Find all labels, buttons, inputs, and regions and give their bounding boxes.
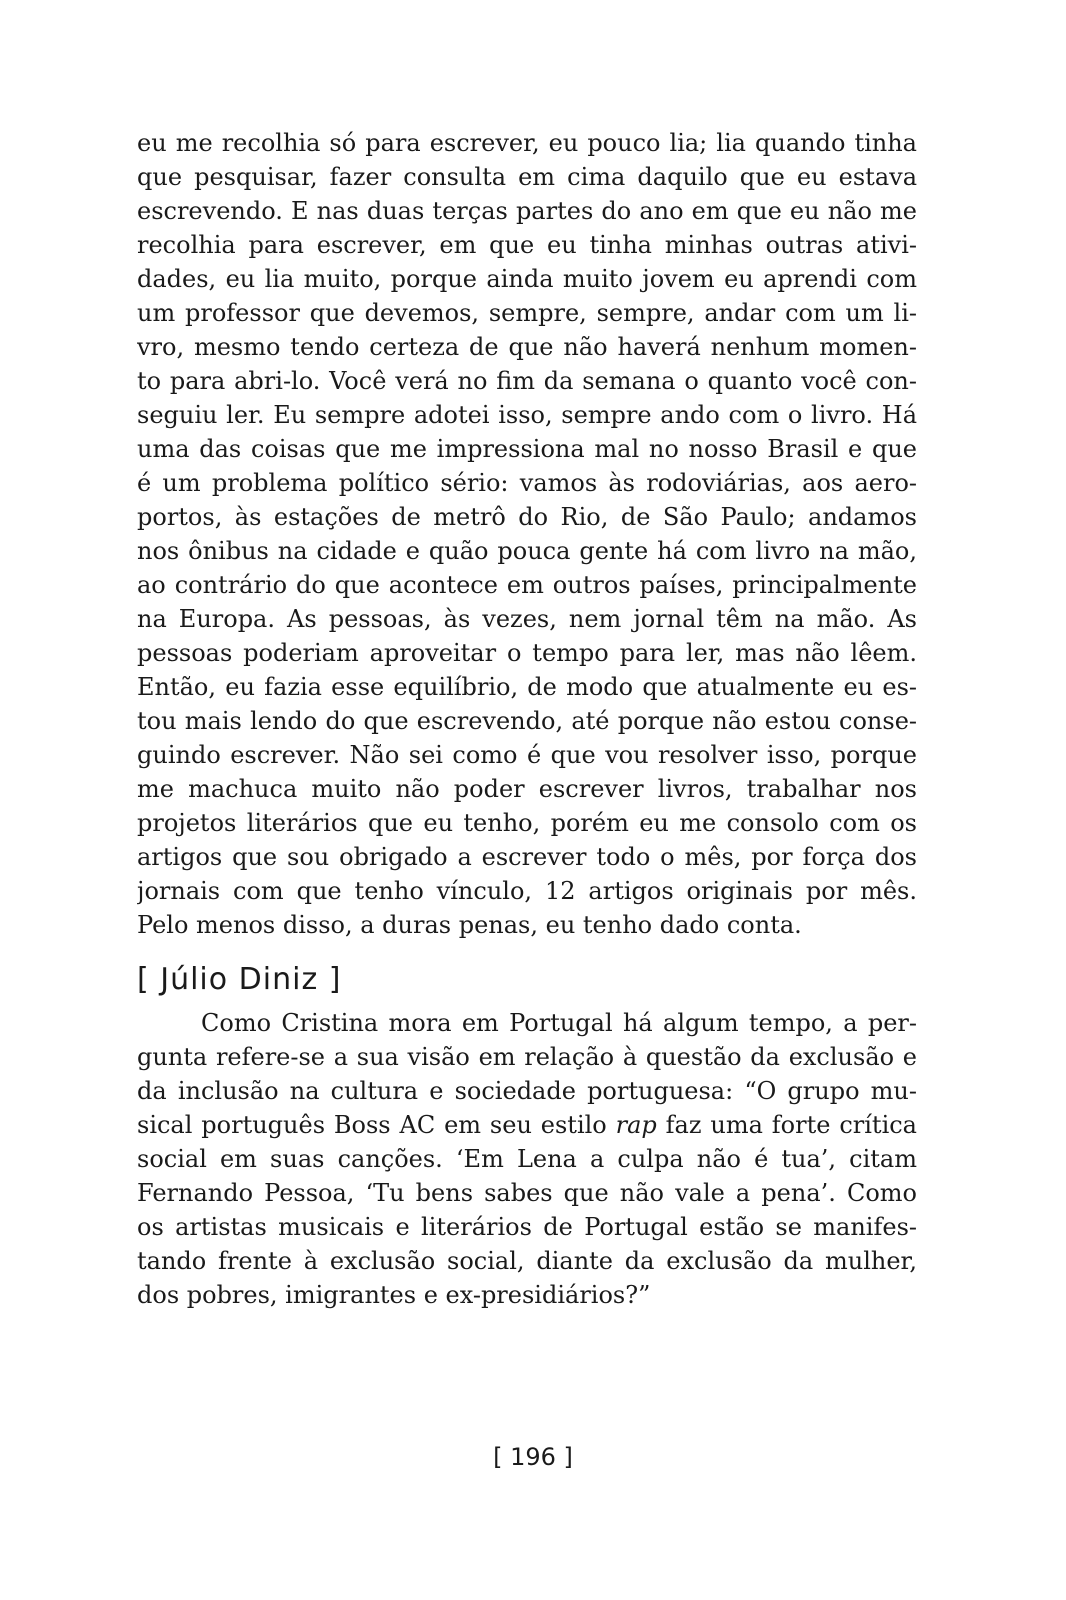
text-line: na Europa. As pessoas, às vezes, nem jornal têm na mão. As — [137, 605, 917, 633]
text-line: tando frente à exclusão social, diante da exclusão da mulher, — [137, 1247, 917, 1275]
text-line: eu me recolhia só para escrever, eu pouco lia; lia quando tinha — [137, 129, 917, 157]
text-line: os artistas musicais e literários de Portugal estão se manifes- — [137, 1213, 917, 1241]
section-heading: [ Júlio Diniz ] — [137, 962, 342, 997]
text-line: é um problema político sério: vamos às rodoviárias, aos aero- — [137, 469, 917, 497]
text-line: tou mais lendo do que escrevendo, até porque não estou conse- — [137, 707, 917, 735]
text-line: um professor que devemos, sempre, sempre, andar com um li- — [137, 299, 917, 327]
text-segment: sical português Boss AC em seu estilo — [137, 1111, 616, 1139]
text-line: nos ônibus na cidade e quão pouca gente há com livro na mão, — [137, 537, 917, 565]
text-line: projetos literários que eu tenho, porém eu me consolo com os — [137, 809, 917, 837]
text-line: guindo escrever. Não sei como é que vou resolver isso, porque — [137, 741, 917, 769]
text-line: social em suas canções. ‘Em Lena a culpa não é tua’, citam — [137, 1145, 917, 1173]
text-line: jornais com que tenho vínculo, 12 artigos originais por mês. — [137, 877, 917, 905]
text-line: gunta refere-se a sua visão em relação à questão da exclusão e — [137, 1043, 917, 1071]
text-line: me machuca muito não poder escrever livros, trabalhar nos — [137, 775, 917, 803]
text-line: ao contrário do que acontece em outros países, principalmente — [137, 571, 917, 599]
text-line: to para abri-lo. Você verá no fim da semana o quanto você con- — [137, 367, 917, 395]
text-line: seguiu ler. Eu sempre adotei isso, sempre ando com o livro. Há — [137, 401, 917, 429]
text-line-with-italic — [137, 1108, 917, 1142]
text-line: dades, eu lia muito, porque ainda muito jovem eu aprendi com — [137, 265, 917, 293]
text-line: Fernando Pessoa, ‘Tu bens sabes que não vale a pena’. Como — [137, 1179, 917, 1207]
body-paragraph-2 — [137, 1006, 917, 1312]
text-line: uma das coisas que me impressiona mal no nosso Brasil e que — [137, 435, 917, 463]
text-line: vro, mesmo tendo certeza de que não haverá nenhum momen- — [137, 333, 917, 361]
text-line: que pesquisar, fazer consulta em cima daquilo que eu estava — [137, 163, 917, 191]
body-paragraph-1 — [137, 126, 917, 942]
text-line: artigos que sou obrigado a escrever todo o mês, por força dos — [137, 843, 917, 871]
page-number: [ 196 ] — [493, 1443, 573, 1471]
text-line: Então, eu fazia esse equilíbrio, de modo que atualmente eu es- — [137, 673, 917, 701]
text-segment: faz uma forte crítica — [656, 1111, 917, 1139]
text-line: Como Cristina mora em Portugal há algum tempo, a per- — [201, 1009, 917, 1037]
text-line: recolhia para escrever, em que eu tinha minhas outras ativi- — [137, 231, 917, 259]
text-line: portos, às estações de metrô do Rio, de São Paulo; andamos — [137, 503, 917, 531]
text-line: escrevendo. E nas duas terças partes do ano em que eu não me — [137, 197, 917, 225]
text-line: pessoas poderiam aproveitar o tempo para ler, mas não lêem. — [137, 639, 917, 667]
text-line: Pelo menos disso, a duras penas, eu tenho dado conta. — [137, 911, 802, 939]
text-line: dos pobres, imigrantes e ex-presidiários?” — [137, 1281, 651, 1309]
text-line: da inclusão na cultura e sociedade portuguesa: “O grupo mu- — [137, 1077, 917, 1105]
italic-term: rap — [615, 1111, 657, 1139]
